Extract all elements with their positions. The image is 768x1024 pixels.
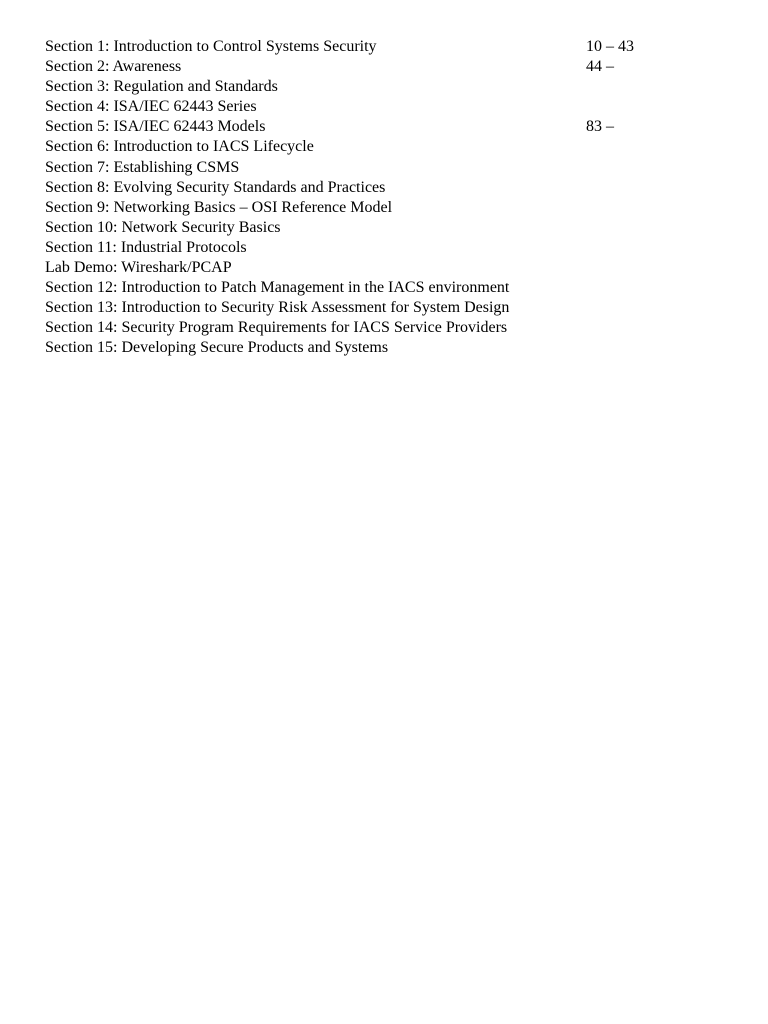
toc-row-section-7 <box>45 158 745 178</box>
toc-row-section-3 <box>45 77 745 97</box>
toc-row-section-5 <box>45 117 745 137</box>
toc-title: Section 10: Network Security Basics <box>45 218 281 236</box>
toc-title: Section 9: Networking Basics – OSI Reference Model <box>45 198 393 216</box>
toc-title: Lab Demo: Wireshark/PCAP <box>45 259 232 277</box>
table-of-contents <box>45 37 745 359</box>
toc-title: Section 7: Establishing CSMS <box>45 158 240 176</box>
toc-title: Section 15: Developing Secure Products and Systems <box>45 339 389 357</box>
toc-row-lab-demo <box>45 258 745 278</box>
toc-title: Section 11: Industrial Protocols <box>45 238 247 256</box>
toc-row-section-9 <box>45 198 745 218</box>
toc-row-section-4 <box>45 97 745 117</box>
toc-row-section-12 <box>45 278 745 298</box>
toc-title: Section 3: Regulation and Standards <box>45 78 278 96</box>
toc-row-section-2 <box>45 57 745 77</box>
toc-row-section-6 <box>45 137 745 157</box>
toc-row-section-11 <box>45 238 745 258</box>
toc-title: Section 12: Introduction to Patch Management in the IACS environment <box>45 279 510 297</box>
toc-page-range: 44 – <box>586 58 614 76</box>
toc-row-section-13 <box>45 298 745 318</box>
toc-title: Section 8: Evolving Security Standards and Practices <box>45 178 386 196</box>
toc-title: Section 13: Introduction to Security Risk Assessment for System Design <box>45 299 510 317</box>
toc-title: Section 2: Awareness <box>45 58 182 76</box>
toc-title: Section 6: Introduction to IACS Lifecycle <box>45 138 314 156</box>
toc-row-section-10 <box>45 218 745 238</box>
toc-title: Section 1: Introduction to Control Systems Security <box>45 38 377 55</box>
toc-row-section-14 <box>45 318 745 338</box>
toc-row-section-1 <box>45 37 745 57</box>
toc-page-range: 83 – <box>586 118 614 136</box>
toc-title: Section 4: ISA/IEC 62443 Series <box>45 98 257 116</box>
toc-page-range: 10 – 43 <box>586 38 634 55</box>
toc-row-section-8 <box>45 178 745 198</box>
toc-title: Section 14: Security Program Requirements for IACS Service Providers <box>45 319 508 337</box>
toc-row-section-15 <box>45 338 745 358</box>
toc-title: Section 5: ISA/IEC 62443 Models <box>45 118 266 136</box>
